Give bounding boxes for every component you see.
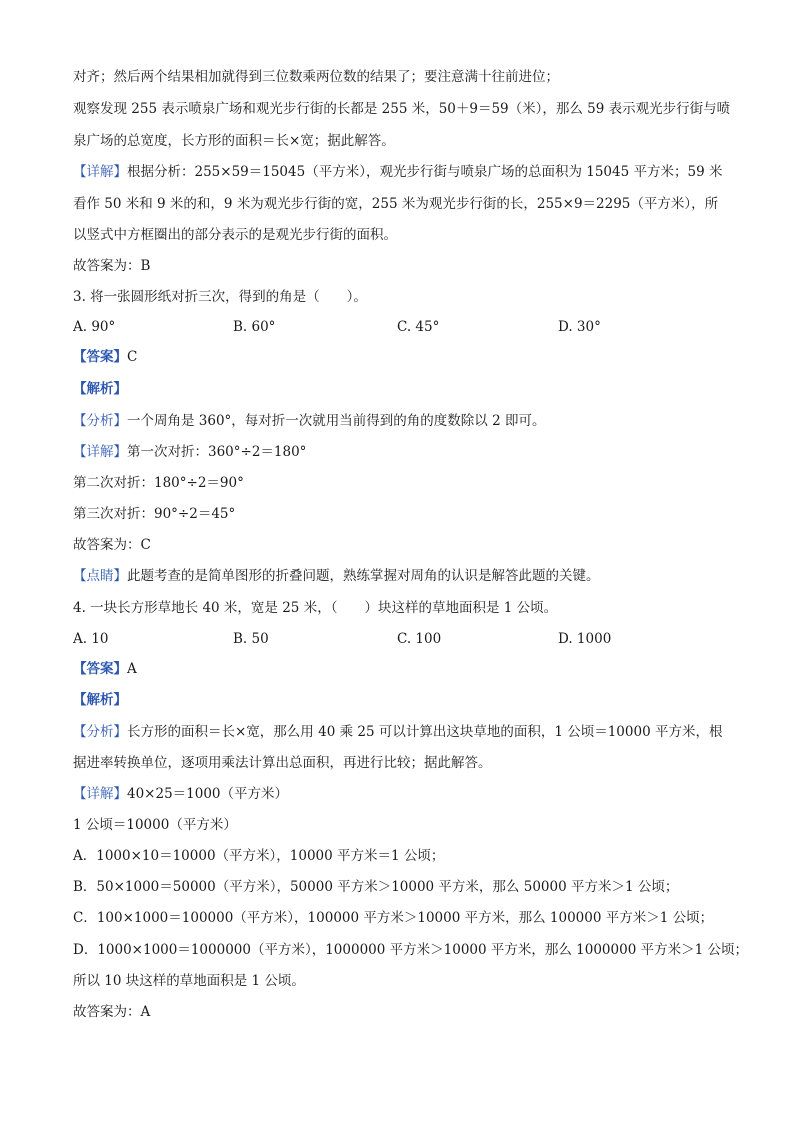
answer-tag: 【答案】: [73, 349, 127, 365]
q4-detail-line-2: 1 公顷＝10000（平方米）: [73, 817, 237, 833]
q3-answer-line: 故答案为：C: [73, 537, 151, 553]
detail-tag: 【详解】: [73, 164, 127, 180]
q4-fenxi-line-1: [73, 722, 733, 742]
q3-option-a: A. 90°: [73, 319, 116, 335]
prev-solution-line-3: 泉广场的总宽度，长方形的面积＝长×宽；据此解答。: [73, 133, 395, 149]
q3-detail-line-3: 第三次对折：90°÷2＝45°: [73, 506, 236, 522]
answer-tag: 【答案】: [73, 661, 127, 677]
prev-answer-line: 故答案为：B: [73, 258, 151, 274]
q3-detail-line-2: 第二次对折：180°÷2＝90°: [73, 475, 244, 491]
q4-analysis: [73, 690, 733, 710]
fenxi-text: 长方形的面积＝长×宽，那么用 40 乘 25 可以计算出这块草地的面积，1 公顷＝10000 平方米，根: [127, 724, 723, 740]
q4-detail-line-1: [73, 784, 733, 804]
q3-fenxi: [73, 411, 733, 431]
q3-dianjing: [73, 566, 733, 586]
q4-option-b: B. 50: [233, 631, 269, 647]
q4-detail-line-5: C．100×1000＝100000（平方米），100000 平方米＞10000 平方米，那么 100000 平方米＞1 公顷；: [73, 910, 714, 926]
q3-answer: [73, 347, 733, 367]
fenxi-tag: 【分析】: [73, 413, 127, 429]
prev-detail-line-1: [73, 162, 733, 182]
prev-solution-line-2: 观察发现 255 表示喷泉广场和观光步行街的长都是 255 米，50＋9＝59（米），那么 59 表示观光步行街与喷: [73, 101, 731, 117]
q3-option-d: D. 30°: [558, 319, 601, 335]
detail-text: 40×25＝1000（平方米）: [127, 786, 289, 802]
q4-option-d: D. 1000: [558, 631, 612, 647]
prev-detail-line-2: 看作 50 米和 9 米的和，9 米为观光步行街的宽，255 米为观光步行街的长，255×9＝2295（平方米），所: [73, 196, 719, 212]
q4-answer: [73, 659, 733, 679]
prev-detail-line-3: 以竖式中方框圈出的部分表示的是观光步行街的面积。: [73, 227, 397, 243]
q4-detail-line-3: A．1000×10＝10000（平方米），10000 平方米＝1 公顷；: [73, 848, 445, 864]
q3-option-b: B. 60°: [233, 319, 276, 335]
analysis-tag: 【解析】: [73, 692, 127, 708]
dianjing-text: 此题考查的是简单图形的折叠问题，熟练掌握对周角的认识是解答此题的关键。: [127, 568, 600, 584]
q3-detail-line-1: [73, 442, 733, 462]
analysis-tag: 【解析】: [73, 381, 127, 397]
fenxi-text: 一个周角是 360°，每对折一次就用当前得到的角的度数除以 2 即可。: [127, 413, 546, 429]
dianjing-tag: 【点睛】: [73, 568, 127, 584]
q4-option-c: C. 100: [397, 631, 442, 647]
q4-fenxi-line-2: 据进率转换单位，逐项用乘法计算出总面积，再进行比较；据此解答。: [73, 755, 492, 771]
answer-value: C: [127, 349, 138, 365]
q4-question: 4. 一块长方形草地长 40 米，宽是 25 米，（ ）块这样的草地面积是 1 公顷。: [73, 600, 558, 616]
detail-text: 根据分析：255×59＝15045（平方米），观光步行街与喷泉广场的总面积为 15045 平方米；59 米: [127, 164, 723, 180]
q4-answer-line: 故答案为：A: [73, 1004, 151, 1020]
detail-tag: 【详解】: [73, 444, 127, 460]
q3-option-c: C. 45°: [397, 319, 440, 335]
prev-solution-line-1: 对齐；然后两个结果相加就得到三位数乘两位数的结果了；要注意满十往前进位；: [73, 69, 559, 85]
q3-question: 3. 将一张圆形纸对折三次，得到的角是（ ）。: [73, 289, 367, 305]
q4-option-a: A. 10: [73, 631, 109, 647]
q3-analysis: [73, 379, 733, 399]
answer-value: A: [127, 661, 137, 677]
q4-detail-line-6: D．1000×1000＝1000000（平方米），1000000 平方米＞10000 平方米，那么 1000000 平方米＞1 公顷；: [73, 942, 748, 958]
detail-tag: 【详解】: [73, 786, 127, 802]
fenxi-tag: 【分析】: [73, 724, 127, 740]
detail-text: 第一次对折：360°÷2＝180°: [127, 444, 307, 460]
q4-detail-line-7: 所以 10 块这样的草地面积是 1 公顷。: [73, 973, 305, 989]
q4-detail-line-4: B．50×1000＝50000（平方米），50000 平方米＞10000 平方米，那么 50000 平方米＞1 公顷；: [73, 879, 679, 895]
